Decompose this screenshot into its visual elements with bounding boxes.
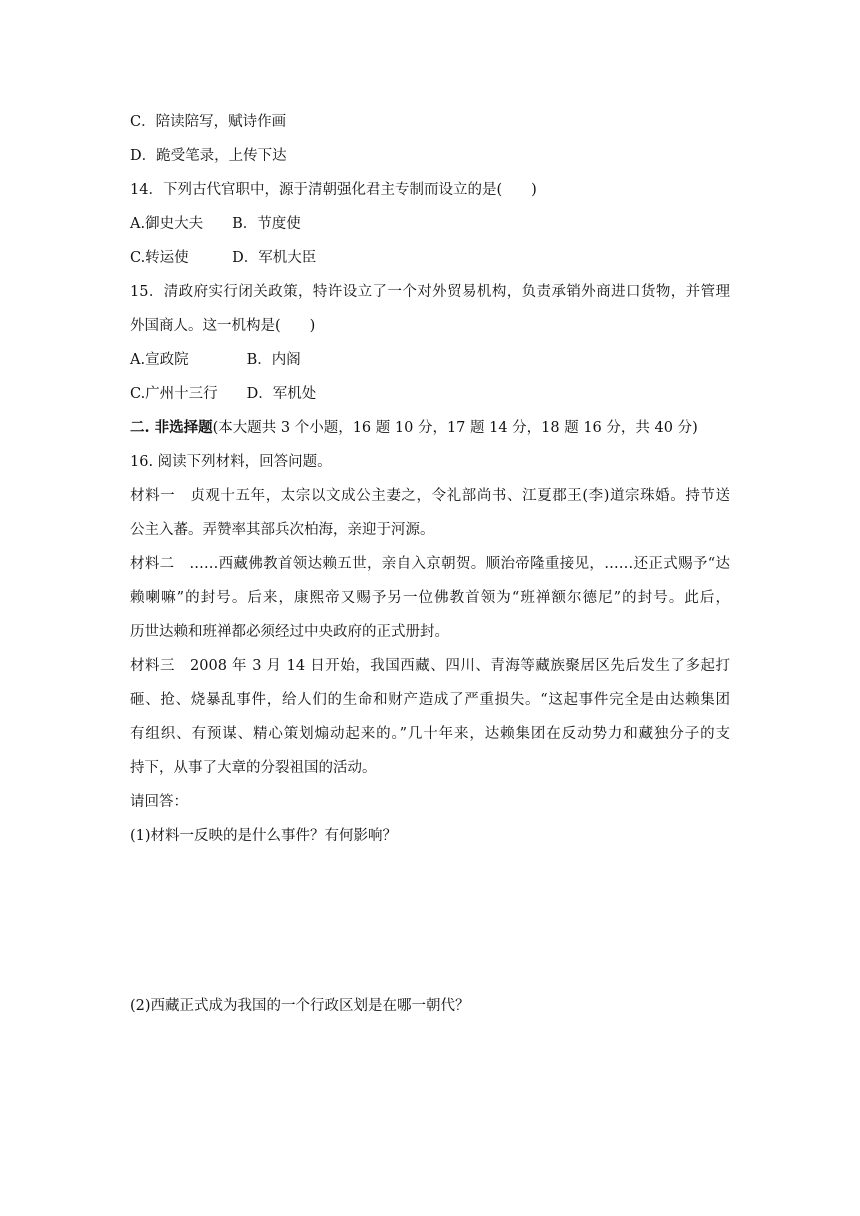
section-heading — [130, 418, 730, 438]
answer-prompt: 请回答： — [130, 794, 188, 810]
sub-question-2: (2)西藏正式成为我国的一个行政区划是在哪一朝代？ — [130, 998, 470, 1014]
material2-line1: 材料二 ……西藏佛教首领达赖五世，亲自入京朝贺。顺治帝隆重接见，……还正式赐予“达 — [130, 556, 730, 572]
q16-stem: 16. 阅读下列材料，回答问题。 — [130, 454, 332, 470]
q13-option-c: C．陪读陪写，赋诗作画 — [130, 114, 287, 130]
q15-stem-line1: 15．清政府实行闭关政策，特许设立了一个对外贸易机构，负责承销外商进口货物，并管理 — [130, 284, 730, 300]
material1-line2: 公主入蕃。弄赞率其部兵次柏海，亲迎于河源。 — [130, 522, 435, 538]
material2-line2: 赖喇嘛”的封号。后来，康熙帝又赐予另一位佛教首领为“班禅额尔德尼”的封号。此后， — [130, 590, 730, 606]
q13-option-d: D．跪受笔录，上传下达 — [130, 148, 287, 164]
sub-question-1: (1)材料一反映的是什么事件？有何影响？ — [130, 828, 398, 844]
q14-stem: 14．下列古代官职中，源于清朝强化君主专制而设立的是( ) — [130, 182, 537, 198]
material2-line3: 历世达赖和班禅都必须经过中央政府的正式册封。 — [130, 624, 449, 640]
section-note: (本大题共 3 个小题，16 题 10 分，17 题 14 分，18 题 16 分，共 40 分) — [212, 420, 698, 436]
material3-line4: 持下，从事了大章的分裂祖国的活动。 — [130, 760, 377, 776]
material3-line1: 材料三 2008 年 3 月 14 日开始，我国西藏、四川、青海等藏族聚居区先后发生了多起打 — [130, 658, 730, 674]
q14-options-ab: A.御史大夫 B．节度使 — [130, 216, 301, 232]
q14-options-cd: C.转运使 D．军机大臣 — [130, 250, 317, 266]
material1-line1: 材料一 贞观十五年，太宗以文成公主妻之，令礼部尚书、江夏郡王(李)道宗珠婚。持节送 — [130, 488, 730, 504]
q15-options-ab: A.宣政院 B．内阁 — [130, 352, 301, 368]
q15-stem-line2: 外国商人。这一机构是( ) — [130, 318, 316, 334]
material3-line3: 有组织、有预谋、精心策划煽动起来的。”几十年来，达赖集团在反动势力和藏独分子的支 — [130, 726, 730, 742]
material3-line2: 砸、抢、烧暴乱事件，给人们的生命和财产造成了严重损失。“这起事件完全是由达赖集团 — [130, 692, 730, 708]
q15-options-cd: C.广州十三行 D．军机处 — [130, 386, 317, 402]
section-title: 二. 非选择题 — [130, 419, 213, 436]
